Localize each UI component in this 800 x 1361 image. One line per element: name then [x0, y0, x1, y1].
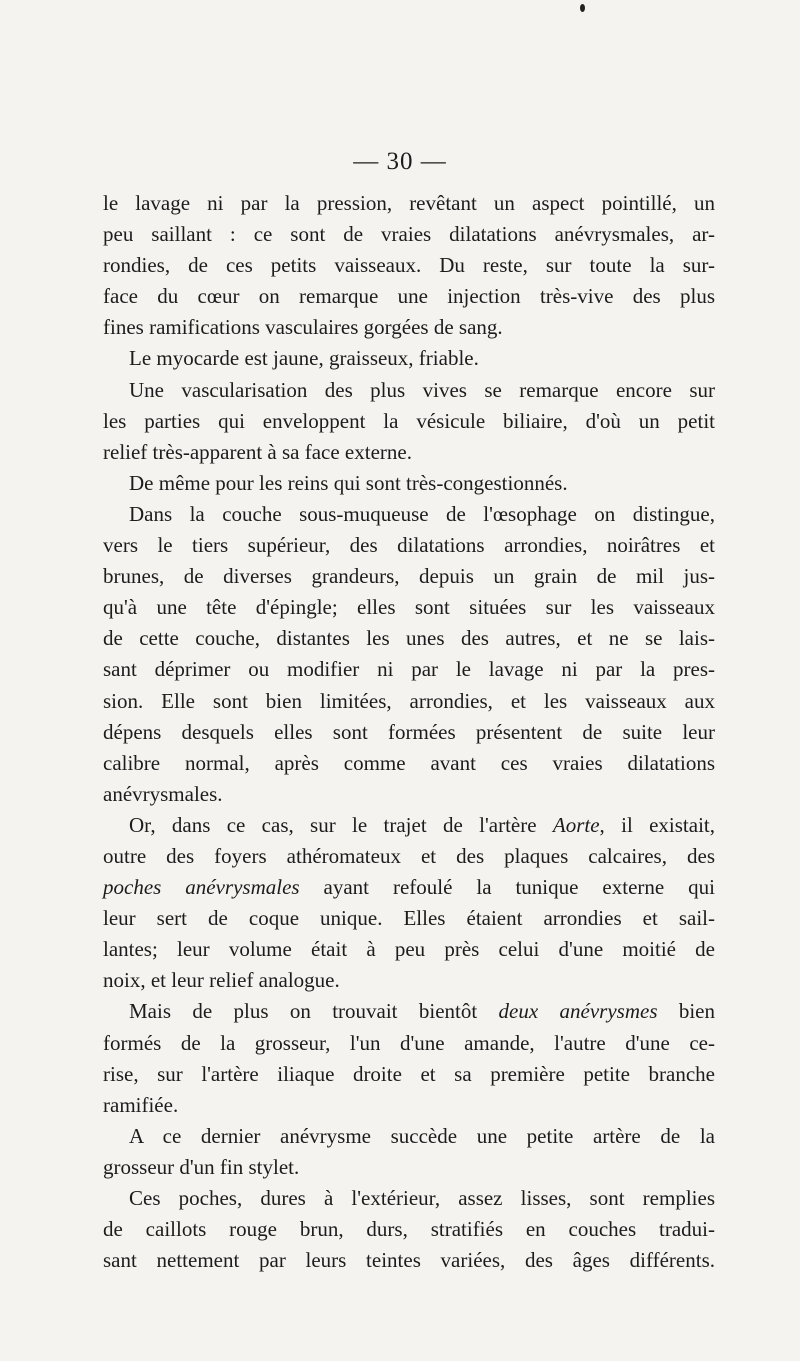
text-segment: sion. Elle sont bien limitées, arrondies, et les vaisseaux aux	[103, 688, 715, 713]
text-line	[103, 717, 715, 748]
text-line	[103, 1214, 715, 1245]
text-segment: face du cœur on remarque une injection très-vive des plus	[103, 284, 715, 309]
text-line	[103, 686, 715, 717]
text-segment: vers le tiers supérieur, des dilatations arrondies, noirâtres et	[103, 533, 715, 558]
italic-term: deux anévrysmes	[498, 999, 658, 1024]
text-segment: noix, et leur relief analogue.	[103, 968, 340, 993]
text-segment: Ces poches, dures à l'extérieur, assez lisses, sont remplies	[129, 1186, 715, 1210]
text-line	[103, 872, 715, 903]
text-line	[103, 654, 715, 685]
text-segment: les parties qui enveloppent la vésicule biliaire, d'où un petit	[103, 408, 715, 433]
text-line	[103, 996, 715, 1027]
text-line	[103, 561, 715, 592]
text-segment: calibre normal, après comme avant ces vraies dilatations	[103, 750, 715, 775]
text-line	[103, 1183, 715, 1214]
text-line	[103, 841, 715, 872]
text-segment: qu'à une tête d'épingle; elles sont situées sur les vaisseaux	[103, 595, 715, 620]
text-line	[103, 375, 715, 406]
text-line	[103, 903, 715, 934]
text-segment: dépens desquels elles sont formées présentent de suite leur	[103, 719, 715, 744]
text-line	[103, 499, 715, 530]
text-segment: rise, sur l'artère iliaque droite et sa première petite branche	[103, 1061, 715, 1086]
text-line	[103, 748, 715, 779]
text-segment: leur sert de coque unique. Elles étaient arrondies et sail-	[103, 906, 715, 931]
text-line	[103, 1121, 715, 1152]
text-line	[103, 468, 715, 499]
text-segment: le lavage ni par la pression, revêtant un aspect pointillé, un	[103, 191, 715, 215]
text-segment: grosseur d'un fin stylet.	[103, 1154, 300, 1179]
text-segment: peu saillant : ce sont de vraies dilatations anévrysmales, ar-	[103, 222, 715, 247]
text-line	[103, 779, 715, 810]
body-text	[103, 188, 715, 1276]
text-segment: relief très-apparent à sa face externe.	[103, 439, 412, 464]
text-line	[103, 1152, 715, 1183]
text-segment: , il existait,	[599, 812, 715, 837]
text-segment: sant déprimer ou modifier ni par le lavage ni par la pres-	[103, 657, 715, 682]
text-line	[103, 312, 715, 343]
text-segment: Une vascularisation des plus vives se remarque encore sur	[129, 377, 715, 402]
text-line	[103, 1245, 715, 1276]
text-segment: De même pour les reins qui sont très-congestionnés.	[129, 470, 568, 495]
text-segment: Dans la couche sous-muqueuse de l'œsophage on distingue,	[129, 501, 715, 526]
text-line	[103, 623, 715, 654]
page-number: — 30 —	[353, 148, 447, 175]
italic-term: Aorte	[552, 812, 600, 837]
text-segment: formés de la grosseur, l'un d'une amande, l'autre d'une ce-	[103, 1030, 715, 1055]
text-line	[103, 219, 715, 250]
text-line	[103, 1090, 715, 1121]
text-line	[103, 592, 715, 623]
text-segment: bien	[657, 999, 715, 1024]
text-segment: sant nettement par leurs teintes variées, des âges différents.	[103, 1248, 715, 1273]
text-line	[103, 530, 715, 561]
ink-speck	[580, 4, 585, 12]
text-segment: de cette couche, distantes les unes des autres, et ne se lais-	[103, 626, 715, 651]
text-segment: Mais de plus on trouvait bientôt	[129, 999, 499, 1024]
text-segment: A ce dernier anévrysme succède une petite artère de la	[129, 1123, 715, 1148]
text-line	[103, 1059, 715, 1090]
text-line	[103, 437, 715, 468]
text-line	[103, 934, 715, 965]
text-segment: anévrysmales.	[103, 781, 223, 806]
text-segment: Or, dans ce cas, sur le trajet de l'artère	[129, 812, 553, 837]
text-line	[103, 406, 715, 437]
text-line	[103, 965, 715, 996]
text-segment: brunes, de diverses grandeurs, depuis un grain de mil jus-	[103, 564, 715, 589]
text-segment: lantes; leur volume était à peu près celui d'une moitié de	[103, 937, 715, 962]
text-line	[103, 343, 715, 374]
text-line	[103, 188, 715, 219]
text-segment: outre des foyers athéromateux et des plaques calcaires, des	[103, 843, 715, 868]
text-segment: de caillots rouge brun, durs, stratifiés en couches tradui-	[103, 1217, 715, 1242]
text-segment: Le myocarde est jaune, graisseux, friable.	[129, 346, 479, 371]
italic-term: poches anévrysmales	[103, 875, 300, 900]
text-segment: fines ramifications vasculaires gorgées de sang.	[103, 315, 503, 340]
text-segment: ayant refoulé la tunique externe qui	[299, 875, 715, 900]
text-line	[103, 810, 715, 841]
text-line	[103, 281, 715, 312]
text-segment: rondies, de ces petits vaisseaux. Du reste, sur toute la sur-	[103, 253, 715, 278]
text-line	[103, 250, 715, 281]
text-segment: ramifiée.	[103, 1092, 179, 1117]
text-line	[103, 1028, 715, 1059]
